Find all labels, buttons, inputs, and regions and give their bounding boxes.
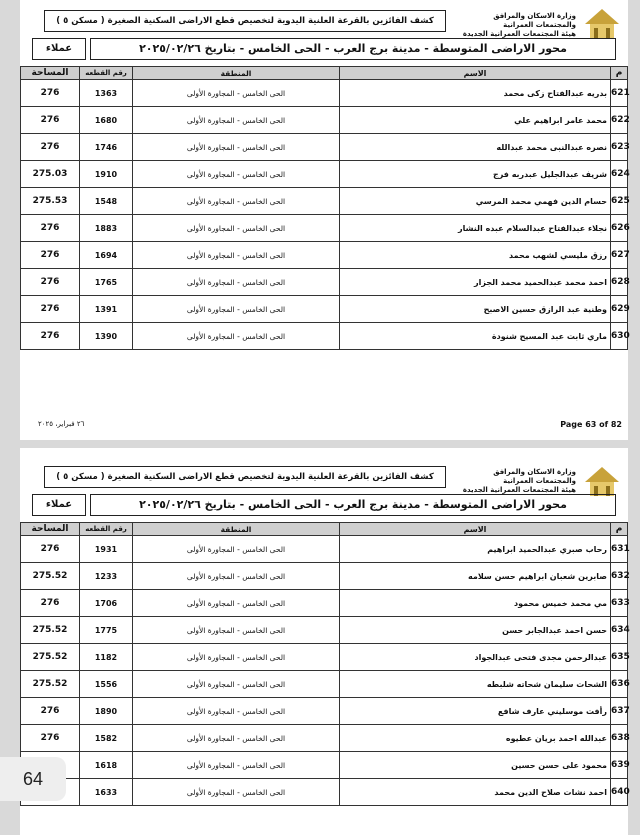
cell-area: 276: [21, 80, 80, 107]
cell-plot-number: 1582: [80, 725, 133, 752]
cell-zone: الحى الخامس - المجاورة الأولى: [133, 215, 340, 242]
cell-area: 276: [21, 215, 80, 242]
cell-zone: الحى الخامس - المجاورة الأولى: [133, 617, 340, 644]
cell-plot-number: 1890: [80, 698, 133, 725]
cell-area: 275.03: [21, 161, 80, 188]
cell-row-number: 631: [611, 536, 628, 563]
cell-name: وطنية عبد الرازق حسين الاصبح: [340, 296, 611, 323]
cell-plot-number: 1680: [80, 107, 133, 134]
cell-plot-number: 1910: [80, 161, 133, 188]
cell-area: 276: [21, 134, 80, 161]
cell-area: 276: [21, 242, 80, 269]
ministry-header: [456, 468, 576, 495]
table-row: [21, 215, 628, 242]
cell-zone: الحى الخامس - المجاورة الأولى: [133, 269, 340, 296]
cell-row-number: 635: [611, 644, 628, 671]
cell-plot-number: 1931: [80, 536, 133, 563]
cell-name: محمد عامر ابراهيم علي: [340, 107, 611, 134]
cell-area: 276: [21, 698, 80, 725]
cell-row-number: 638: [611, 725, 628, 752]
cell-name: نجلاء عبدالفتاح عبدالسلام عبده النشار: [340, 215, 611, 242]
cell-row-number: 629: [611, 296, 628, 323]
cell-plot-number: 1775: [80, 617, 133, 644]
cell-area: 276: [21, 296, 80, 323]
cell-area: 275.52: [21, 617, 80, 644]
cell-row-number: 626: [611, 215, 628, 242]
cell-area: 276: [21, 536, 80, 563]
table-row: [21, 590, 628, 617]
cell-zone: الحى الخامس - المجاورة الأولى: [133, 188, 340, 215]
ministry-header: [456, 12, 576, 39]
cell-zone: الحى الخامس - المجاورة الأولى: [133, 242, 340, 269]
cell-name: محمود على حسن حسين: [340, 752, 611, 779]
cell-plot-number: 1548: [80, 188, 133, 215]
ministry-line-2: هيئة المجتمعات العمرانية الجديدة: [462, 30, 576, 38]
cell-zone: الحى الخامس - المجاورة الأولى: [133, 80, 340, 107]
document-page-2: [20, 448, 628, 835]
cell-zone: الحى الخامس - المجاورة الأولى: [133, 752, 340, 779]
cell-row-number: 625: [611, 188, 628, 215]
cell-zone: الحى الخامس - المجاورة الأولى: [133, 323, 340, 350]
cell-area: 275.52: [21, 563, 80, 590]
col-header-zone: المنطقة: [133, 67, 340, 80]
table-row: [21, 323, 628, 350]
cell-plot-number: 1883: [80, 215, 133, 242]
cell-name: ماري ثابت عبد المسيح شنودة: [340, 323, 611, 350]
cell-row-number: 637: [611, 698, 628, 725]
cell-zone: الحى الخامس - المجاورة الأولى: [133, 779, 340, 806]
table-row: [21, 644, 628, 671]
table-header-row: [21, 523, 628, 536]
cell-plot-number: 1390: [80, 323, 133, 350]
cell-zone: الحى الخامس - المجاورة الأولى: [133, 107, 340, 134]
cell-name: حسام الدين فهمي محمد المرسي: [340, 188, 611, 215]
cell-plot-number: 1694: [80, 242, 133, 269]
table-row: [21, 617, 628, 644]
table-row: [21, 725, 628, 752]
cell-name: بدريه عبدالفتاح زكى محمد: [340, 80, 611, 107]
table-row: [21, 269, 628, 296]
cell-area: 276: [21, 107, 80, 134]
cell-zone: الحى الخامس - المجاورة الأولى: [133, 644, 340, 671]
cell-zone: الحى الخامس - المجاورة الأولى: [133, 671, 340, 698]
col-header-area: المساحة: [21, 523, 80, 536]
cell-zone: الحى الخامس - المجاورة الأولى: [133, 536, 340, 563]
ministry-line-2: هيئة المجتمعات العمرانية الجديدة: [462, 486, 576, 494]
cell-row-number: 632: [611, 563, 628, 590]
cell-zone: الحى الخامس - المجاورة الأولى: [133, 296, 340, 323]
cell-row-number: 639: [611, 752, 628, 779]
cell-name: رحاب صبري عبدالحميد ابراهيم: [340, 536, 611, 563]
cell-name: رأفت موسليني عارف شافع: [340, 698, 611, 725]
client-label: عملاء: [32, 38, 86, 60]
table-row: [21, 296, 628, 323]
document-page-1: [20, 0, 628, 440]
cell-plot-number: 1706: [80, 590, 133, 617]
table-row: [21, 698, 628, 725]
cell-plot-number: 1556: [80, 671, 133, 698]
cell-row-number: 630: [611, 323, 628, 350]
cell-row-number: 627: [611, 242, 628, 269]
col-header-num: م: [611, 67, 628, 80]
ministry-line-1: وزارة الاسكان والمرافق والمجتمعات العمرانية: [493, 12, 576, 29]
cell-plot-number: 1618: [80, 752, 133, 779]
cell-row-number: 621: [611, 80, 628, 107]
col-header-num: م: [611, 523, 628, 536]
table-row: [21, 107, 628, 134]
cell-row-number: 622: [611, 107, 628, 134]
cell-plot-number: 1746: [80, 134, 133, 161]
cell-row-number: 628: [611, 269, 628, 296]
cell-zone: الحى الخامس - المجاورة الأولى: [133, 590, 340, 617]
cell-name: رزق مليسي لشهب محمد: [340, 242, 611, 269]
winners-table-page-1: [20, 66, 628, 350]
document-subtitle: محور الاراضى المتوسطة - مدينة برج العرب - الحى الخامس - بتاريخ ٢٠٢٥/٠٢/٢٦: [90, 494, 616, 516]
col-header-name: الاسم: [340, 67, 611, 80]
cell-area: 275.53: [21, 188, 80, 215]
cell-plot-number: 1391: [80, 296, 133, 323]
client-label: عملاء: [32, 494, 86, 516]
col-header-plot: رقم القطعه: [80, 523, 133, 536]
cell-name: احمد نشات صلاح الدين محمد: [340, 779, 611, 806]
cell-area: 276: [21, 725, 80, 752]
table-row: [21, 134, 628, 161]
cell-plot-number: 1765: [80, 269, 133, 296]
footer-date: ٢٦ فبراير، ٢٠٢٥: [38, 420, 85, 428]
ministry-line-1: وزارة الاسكان والمرافق والمجتمعات العمرانية: [493, 468, 576, 485]
cell-zone: الحى الخامس - المجاورة الأولى: [133, 161, 340, 188]
cell-zone: الحى الخامس - المجاورة الأولى: [133, 563, 340, 590]
cell-area: 275.52: [21, 671, 80, 698]
col-header-name: الاسم: [340, 523, 611, 536]
cell-row-number: 623: [611, 134, 628, 161]
col-header-area: المساحة: [21, 67, 80, 80]
cell-plot-number: 1633: [80, 779, 133, 806]
winners-table-page-2: [20, 522, 628, 806]
page-number-badge: 64: [0, 757, 66, 801]
cell-name: احمد محمد عبدالحميد محمد الجزار: [340, 269, 611, 296]
cell-plot-number: 1182: [80, 644, 133, 671]
cell-row-number: 634: [611, 617, 628, 644]
cell-zone: الحى الخامس - المجاورة الأولى: [133, 134, 340, 161]
cell-name: شريف عبدالجليل عبدربه فرج: [340, 161, 611, 188]
table-row: [21, 161, 628, 188]
table-header-row: [21, 67, 628, 80]
cell-name: صابرين شعبان ابراهيم حسن سلامه: [340, 563, 611, 590]
cell-row-number: 636: [611, 671, 628, 698]
table-row: [21, 779, 628, 806]
cell-name: نصره عبدالنبى محمد عبدالله: [340, 134, 611, 161]
cell-area: 276: [21, 269, 80, 296]
cell-name: الشحات سليمان شحاته شلبطه: [340, 671, 611, 698]
cell-area: 275.52: [21, 644, 80, 671]
table-row: [21, 242, 628, 269]
cell-name: عبدالرحمن مجدى فتحى عبدالجواد: [340, 644, 611, 671]
table-row: [21, 671, 628, 698]
cell-zone: الحى الخامس - المجاورة الأولى: [133, 725, 340, 752]
document-subtitle: محور الاراضى المتوسطة - مدينة برج العرب - الحى الخامس - بتاريخ ٢٠٢٥/٠٢/٢٦: [90, 38, 616, 60]
cell-name: حسن احمد عبدالجابر حسن: [340, 617, 611, 644]
table-row: [21, 752, 628, 779]
cell-row-number: 624: [611, 161, 628, 188]
document-title: كشف الفائزين بالقرعة العلنية اليدوية لتخصيص قطع الاراضى السكنية الصغيرة ( مسكن ٥ ): [44, 466, 446, 488]
col-header-zone: المنطقة: [133, 523, 340, 536]
cell-area: 276: [21, 590, 80, 617]
cell-zone: الحى الخامس - المجاورة الأولى: [133, 698, 340, 725]
cell-row-number: 640: [611, 779, 628, 806]
table-row: [21, 563, 628, 590]
cell-plot-number: 1363: [80, 80, 133, 107]
footer-page-number: Page 63 of 82: [560, 420, 622, 429]
table-row: [21, 536, 628, 563]
cell-plot-number: 1233: [80, 563, 133, 590]
document-title: كشف الفائزين بالقرعة العلنية اليدوية لتخصيص قطع الاراضى السكنية الصغيرة ( مسكن ٥ ): [44, 10, 446, 32]
cell-row-number: 633: [611, 590, 628, 617]
table-row: [21, 80, 628, 107]
cell-name: عبدالله احمد بريان عطيوه: [340, 725, 611, 752]
cell-name: مي محمد خميس محمود: [340, 590, 611, 617]
table-row: [21, 188, 628, 215]
cell-area: 276: [21, 323, 80, 350]
col-header-plot: رقم القطعه: [80, 67, 133, 80]
